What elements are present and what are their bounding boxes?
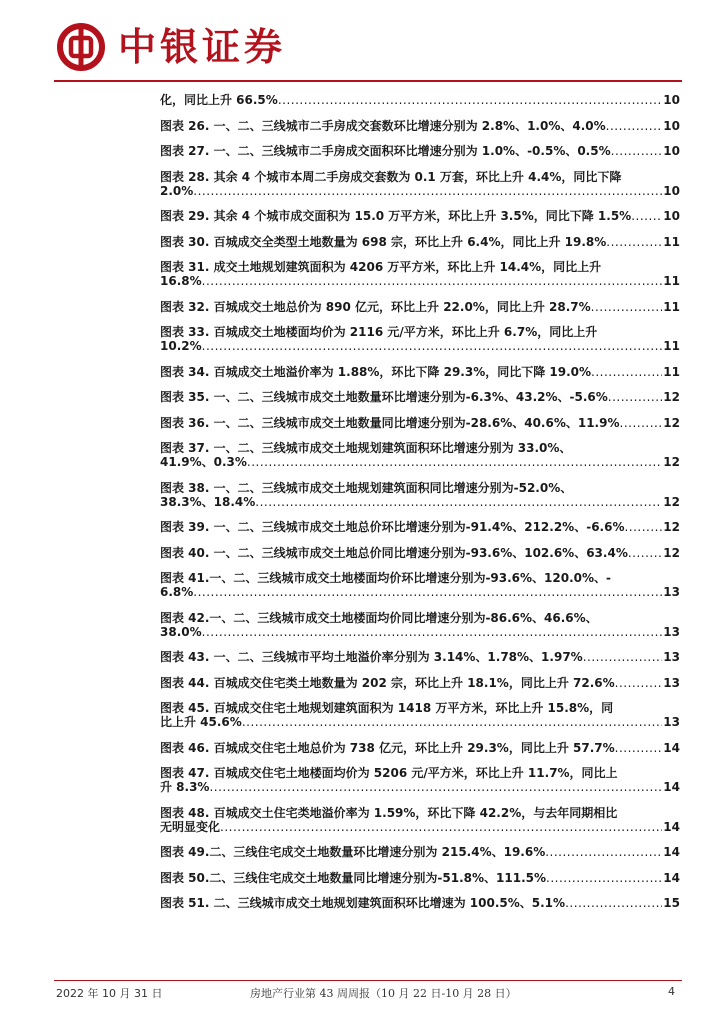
toc-page-number: 10 — [663, 93, 680, 107]
toc-entry-text: 图表 51. 二、三线城市成交土地规划建筑面积环比增速为 100.5%、5.1% — [160, 896, 566, 910]
toc-page-number: 13 — [663, 650, 680, 664]
toc-entry-text: 图表 35. 一、二、三线城市成交土地数量环比增速分别为-6.3%、43.2%、-5.6% — [160, 390, 608, 404]
toc-leader-dots — [220, 820, 662, 834]
toc-page-number: 12 — [663, 545, 680, 560]
toc-entry-text: 比上升 45.6% — [160, 715, 242, 729]
toc-entry[interactable] — [160, 365, 680, 379]
toc-entry-text: 图表 40. 一、二、三线城市成交土地总价同比增速分别为-93.6%、102.6%、63.4% — [160, 545, 628, 560]
toc-page-number: 12 — [663, 415, 680, 430]
toc-entry[interactable] — [160, 416, 680, 430]
toc-leader-dots — [583, 650, 663, 664]
toc-page-number: 12 — [663, 494, 680, 509]
toc-leader-dots — [209, 780, 662, 794]
toc-leader-dots — [193, 585, 662, 599]
toc-entry-text: 图表 27. 一、二、三线城市二手房成交面积环比增速分别为 1.0%、-0.5%、0.5% — [160, 144, 611, 158]
toc-leader-dots — [193, 184, 662, 198]
toc-leader-dots — [606, 235, 662, 249]
toc-page-number: 11 — [663, 339, 680, 353]
toc-leader-dots — [255, 495, 662, 509]
toc-leader-dots — [615, 741, 663, 755]
toc-entry-text: 2.0% — [160, 183, 194, 198]
bank-of-china-logo-icon — [56, 22, 106, 72]
toc-leader-dots — [591, 365, 662, 379]
toc-entry[interactable] — [160, 235, 680, 249]
toc-entry-text: 图表 37. 一、二、三线城市成交土地规划建筑面积环比增速分别为 33.0%、 — [160, 441, 572, 455]
toc-entry[interactable] — [160, 676, 680, 690]
toc-page-number: 12 — [663, 455, 680, 469]
toc-entry[interactable] — [160, 546, 680, 560]
toc-entry-text: 图表 44. 百城成交住宅类土地数量为 202 宗，环比上升 18.1%，同比上升 72.6% — [160, 675, 615, 690]
toc-entry-text: 图表 42.一、二、三线城市成交土地楼面均价同比增速分别为-86.6%、46.6%、 — [160, 610, 598, 625]
toc-entry-text: 图表 49.二、三线住宅成交土地数量环比增速分别为 215.4%、19.6% — [160, 845, 546, 859]
toc-entry[interactable] — [160, 571, 680, 599]
toc-entry-text: 图表 36. 一、二、三线城市成交土地数量同比增速分别为-28.6%、40.6%、11.9% — [160, 415, 620, 430]
table-of-figures — [160, 93, 680, 922]
header-divider — [54, 80, 682, 82]
toc-entry[interactable] — [160, 766, 680, 794]
toc-leader-dots — [608, 390, 663, 404]
toc-leader-dots — [278, 93, 662, 107]
toc-entry[interactable] — [160, 390, 680, 404]
toc-entry[interactable] — [160, 845, 680, 859]
page-header — [54, 18, 684, 84]
toc-leader-dots — [242, 715, 662, 729]
toc-entry-text: 图表 33. 百城成交土地楼面均价为 2116 元/平方米，环比上升 6.7%，同比上升 — [160, 325, 598, 339]
toc-leader-dots — [611, 144, 663, 158]
toc-leader-dots — [606, 119, 663, 133]
toc-entry[interactable] — [160, 441, 680, 469]
toc-entry[interactable] — [160, 93, 680, 107]
toc-page-number: 10 — [663, 209, 680, 223]
toc-page-number: 10 — [663, 118, 680, 133]
toc-entry-text: 图表 50.二、三线住宅成交土地数量同比增速分别为-51.8%、111.5% — [160, 870, 547, 885]
toc-entry[interactable] — [160, 741, 680, 755]
toc-entry[interactable] — [160, 481, 680, 509]
toc-page-number: 13 — [663, 675, 680, 690]
footer-divider — [54, 980, 682, 981]
toc-leader-dots — [565, 896, 662, 910]
toc-entry[interactable] — [160, 209, 680, 223]
toc-page-number: 14 — [663, 780, 680, 794]
toc-entry-text: 图表 32. 百城成交土地总价为 890 亿元，环比上升 22.0%，同比上升 28.7% — [160, 299, 591, 314]
toc-entry[interactable] — [160, 871, 680, 885]
toc-page-number: 10 — [663, 144, 680, 158]
footer-date: 2022 年 10 月 31 日 — [56, 987, 163, 1000]
toc-entry[interactable] — [160, 896, 680, 910]
toc-entry-text: 38.3%、18.4% — [160, 494, 256, 509]
toc-entry[interactable] — [160, 144, 680, 158]
toc-leader-dots — [202, 625, 663, 639]
toc-entry-text: 10.2% — [160, 339, 202, 353]
toc-entry[interactable] — [160, 520, 680, 534]
toc-entry[interactable] — [160, 701, 680, 729]
toc-entry[interactable] — [160, 650, 680, 664]
toc-entry-text: 38.0% — [160, 624, 202, 639]
toc-entry[interactable] — [160, 260, 680, 288]
toc-leader-dots — [628, 546, 662, 560]
toc-page-number: 13 — [663, 585, 680, 599]
toc-entry-text: 图表 43. 一、二、三线城市平均土地溢价率分别为 3.14%、1.78%、1.97% — [160, 650, 583, 664]
toc-page-number: 11 — [663, 299, 680, 314]
toc-entry-text: 图表 45. 百城成交住宅土地规划建筑面积为 1418 万平方米，环比上升 15.8%，同 — [160, 701, 614, 715]
toc-page-number: 15 — [663, 896, 680, 910]
toc-entry-text: 41.9%、0.3% — [160, 455, 247, 469]
toc-entry-text: 16.8% — [160, 274, 202, 288]
toc-page-number: 11 — [663, 274, 680, 288]
toc-entry[interactable] — [160, 806, 680, 834]
brand-name: 中银证券 — [118, 24, 287, 69]
toc-entry-text: 图表 28. 其余 4 个城市本周二手房成交套数为 0.1 万套，环比上升 4.4%，同比下降 — [160, 169, 622, 184]
toc-entry-text: 6.8% — [160, 585, 194, 599]
toc-page-number: 13 — [663, 715, 680, 729]
toc-entry-text: 图表 38. 一、二、三线城市成交土地规划建筑面积同比增速分别为-52.0%、 — [160, 480, 573, 495]
toc-entry-text: 无明显变化 — [160, 819, 221, 834]
footer-report-title: 房地产行业第 43 周周报（10 月 22 日-10 月 28 日） — [250, 987, 517, 1000]
toc-page-number: 12 — [663, 520, 680, 534]
toc-leader-dots — [620, 416, 663, 430]
toc-entry[interactable] — [160, 119, 680, 133]
toc-entry-text: 升 8.3% — [160, 780, 210, 794]
toc-leader-dots — [247, 455, 662, 469]
toc-entry[interactable] — [160, 170, 680, 198]
toc-page-number: 11 — [663, 234, 680, 249]
toc-entry[interactable] — [160, 611, 680, 639]
toc-entry-text: 图表 47. 百城成交住宅土地楼面均价为 5206 元/平方米，环比上升 11.7%，同比上 — [160, 766, 618, 780]
toc-entry-text: 图表 48. 百城成交土住宅类地溢价率为 1.59%，环比下降 42.2%，与去年同期相比 — [160, 805, 618, 820]
toc-entry-text: 化，同比上升 66.5% — [160, 93, 278, 107]
toc-page-number: 11 — [663, 364, 680, 379]
toc-entry-text: 图表 46. 百城成交住宅土地总价为 738 亿元，环比上升 29.3%，同比上升 57.7% — [160, 740, 615, 755]
toc-entry-text: 图表 31. 成交土地规划建筑面积为 4206 万平方米，环比上升 14.4%，同比上升 — [160, 260, 602, 274]
toc-leader-dots — [591, 300, 663, 314]
toc-leader-dots — [546, 871, 662, 885]
toc-entry-text: 图表 26. 一、二、三线城市二手房成交套数环比增速分别为 2.8%、1.0%、4.0% — [160, 118, 606, 133]
toc-leader-dots — [202, 274, 663, 288]
toc-leader-dots — [624, 520, 662, 534]
toc-leader-dots — [631, 209, 662, 223]
toc-page-number: 14 — [663, 819, 680, 834]
toc-page-number: 14 — [663, 870, 680, 885]
toc-leader-dots — [202, 339, 663, 353]
toc-entry-text: 图表 41.一、二、三线城市成交土地楼面均价环比增速分别为-93.6%、120.0%、- — [160, 571, 612, 585]
footer-page-number: 4 — [668, 985, 675, 998]
toc-page-number: 14 — [663, 740, 680, 755]
toc-page-number: 13 — [663, 624, 680, 639]
toc-entry-text: 图表 34. 百城成交土地溢价率为 1.88%，环比下降 29.3%，同比下降 19.0% — [160, 364, 592, 379]
toc-leader-dots — [615, 676, 663, 690]
toc-entry[interactable] — [160, 300, 680, 314]
toc-page-number: 12 — [663, 390, 680, 404]
toc-entry-text: 图表 39. 一、二、三线城市成交土地总价环比增速分别为-91.4%、212.2%、-6.6% — [160, 520, 625, 534]
toc-leader-dots — [545, 845, 662, 859]
toc-entry-text: 图表 30. 百城成交全类型土地数量为 698 宗，环比上升 6.4%，同比上升 19.8% — [160, 234, 607, 249]
toc-page-number: 14 — [663, 845, 680, 859]
toc-page-number: 10 — [663, 183, 680, 198]
toc-entry[interactable] — [160, 325, 680, 353]
toc-entry-text: 图表 29. 其余 4 个城市成交面积为 15.0 万平方米，环比上升 3.5%，同比下降 1.5% — [160, 209, 632, 223]
